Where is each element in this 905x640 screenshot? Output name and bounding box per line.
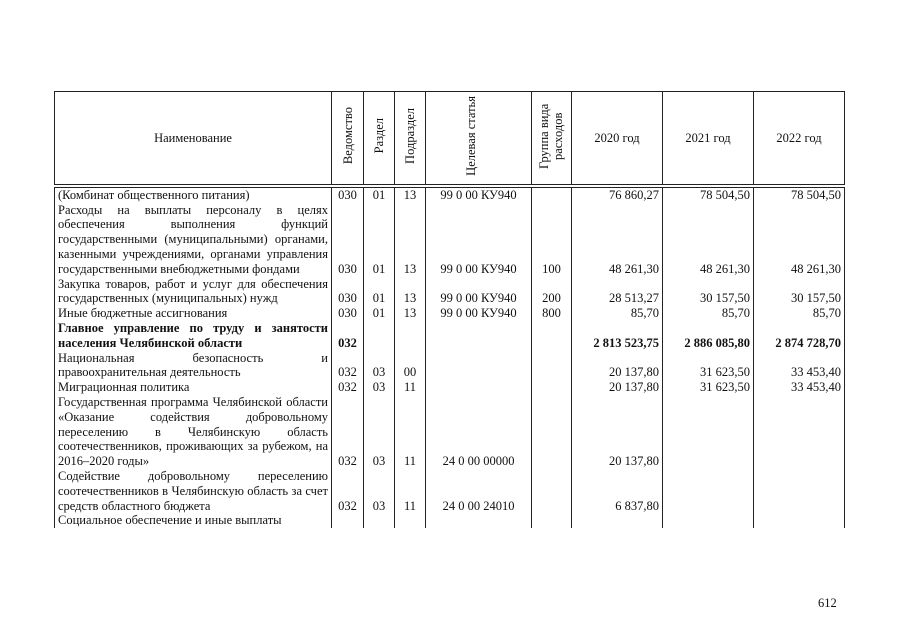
row-name: Национальная безопасность и правоохранительная деятельность: [55, 351, 332, 381]
row-value-2021: 31 623,50: [663, 380, 754, 395]
row-expense-group: [532, 395, 572, 469]
row-value-2022: 33 453,40: [754, 351, 845, 381]
row-department: 032: [332, 395, 364, 469]
row-target: 99 0 00 КУ940: [426, 187, 532, 202]
row-subsection: 13: [395, 277, 426, 307]
table-row: [55, 395, 845, 469]
row-name: Закупка товаров, работ и услуг для обеспечения государственных (муниципальных) нужд: [55, 277, 332, 307]
table-body: [55, 187, 845, 528]
row-subsection: 11: [395, 395, 426, 469]
row-subsection: 13: [395, 306, 426, 321]
row-value-2022: 33 453,40: [754, 380, 845, 395]
row-name: Социальное обеспечение и иные выплаты: [55, 513, 332, 528]
row-section: [364, 321, 395, 351]
header-subsection: Подраздел: [395, 92, 426, 185]
row-value-2022: [754, 513, 845, 528]
row-target: [426, 321, 532, 351]
row-value-2020: 76 860,27: [572, 187, 663, 202]
header-name: Наименование: [55, 92, 332, 185]
row-department: 032: [332, 469, 364, 513]
row-department: 032: [332, 351, 364, 381]
table-row: [55, 321, 845, 351]
row-department: [332, 513, 364, 528]
row-department: 030: [332, 187, 364, 202]
row-expense-group: 800: [532, 306, 572, 321]
row-section: [364, 513, 395, 528]
row-value-2022: 30 157,50: [754, 277, 845, 307]
row-name: Расходы на выплаты персоналу в целях обеспечения выполнения функций государственными (муниципальными) органами, казенными учреждениями, органами управления государственными внебюджетными фондами: [55, 203, 332, 277]
row-expense-group: [532, 380, 572, 395]
row-name: Содействие добровольному переселению соотечественников в Челябинскую область за счет средств областного бюджета: [55, 469, 332, 513]
row-value-2021: 48 261,30: [663, 203, 754, 277]
row-target: 99 0 00 КУ940: [426, 306, 532, 321]
row-value-2021: [663, 513, 754, 528]
row-section: 03: [364, 351, 395, 381]
row-section: 01: [364, 203, 395, 277]
row-subsection: 13: [395, 203, 426, 277]
row-value-2020: 20 137,80: [572, 351, 663, 381]
row-value-2020: 85,70: [572, 306, 663, 321]
row-section: 01: [364, 306, 395, 321]
row-name: Миграционная политика: [55, 380, 332, 395]
row-target: 99 0 00 КУ940: [426, 277, 532, 307]
row-value-2020: 28 513,27: [572, 277, 663, 307]
row-value-2020: 20 137,80: [572, 380, 663, 395]
row-value-2021: 2 886 085,80: [663, 321, 754, 351]
row-section: 01: [364, 277, 395, 307]
row-value-2022: 85,70: [754, 306, 845, 321]
row-value-2020: 2 813 523,75: [572, 321, 663, 351]
header-section: Раздел: [364, 92, 395, 185]
row-value-2021: 78 504,50: [663, 187, 754, 202]
table-row: [55, 469, 845, 513]
row-expense-group: [532, 513, 572, 528]
header-department: Ведомство: [332, 92, 364, 185]
table-row: [55, 203, 845, 277]
row-expense-group: 200: [532, 277, 572, 307]
header-target: Целевая статья: [426, 92, 532, 185]
row-department: 030: [332, 203, 364, 277]
row-section: 03: [364, 395, 395, 469]
row-value-2022: 2 874 728,70: [754, 321, 845, 351]
row-target: [426, 380, 532, 395]
row-value-2020: [572, 513, 663, 528]
row-subsection: 11: [395, 469, 426, 513]
budget-table: [54, 91, 845, 528]
row-subsection: 11: [395, 380, 426, 395]
row-subsection: [395, 513, 426, 528]
table-row: [55, 187, 845, 202]
row-department: 032: [332, 321, 364, 351]
row-target: [426, 351, 532, 381]
table-row: [55, 351, 845, 381]
row-expense-group: [532, 321, 572, 351]
header-2020: 2020 год: [572, 92, 663, 185]
row-value-2022: [754, 469, 845, 513]
row-department: 030: [332, 277, 364, 307]
row-name: Государственная программа Челябинской области «Оказание содействия добровольному переселению в Челябинскую область соотечественников, проживающих за рубежом, на 2016–2020 годы»: [55, 395, 332, 469]
row-value-2022: 48 261,30: [754, 203, 845, 277]
page-number: 612: [818, 596, 837, 610]
row-subsection: [395, 321, 426, 351]
row-value-2022: 78 504,50: [754, 187, 845, 202]
row-value-2021: [663, 395, 754, 469]
row-expense-group: [532, 469, 572, 513]
row-subsection: 13: [395, 187, 426, 202]
row-value-2022: [754, 395, 845, 469]
row-value-2020: 20 137,80: [572, 395, 663, 469]
header-row: [55, 92, 845, 185]
row-expense-group: [532, 187, 572, 202]
header-2022: 2022 год: [754, 92, 845, 185]
table-row: [55, 513, 845, 528]
row-subsection: 00: [395, 351, 426, 381]
row-department: 032: [332, 380, 364, 395]
row-expense-group: 100: [532, 203, 572, 277]
row-value-2020: 6 837,80: [572, 469, 663, 513]
row-value-2021: [663, 469, 754, 513]
table-row: [55, 306, 845, 321]
row-value-2020: 48 261,30: [572, 203, 663, 277]
row-section: 01: [364, 187, 395, 202]
row-name: Иные бюджетные ассигнования: [55, 306, 332, 321]
header-2021: 2021 год: [663, 92, 754, 185]
row-section: 03: [364, 380, 395, 395]
row-target: 24 0 00 24010: [426, 469, 532, 513]
table-row: [55, 380, 845, 395]
row-name: (Комбинат общественного питания): [55, 187, 332, 202]
row-value-2021: 30 157,50: [663, 277, 754, 307]
table-row: [55, 277, 845, 307]
row-department: 030: [332, 306, 364, 321]
row-value-2021: 31 623,50: [663, 351, 754, 381]
header-expense-group: Группа вида расходов: [532, 92, 572, 185]
row-target: 99 0 00 КУ940: [426, 203, 532, 277]
row-expense-group: [532, 351, 572, 381]
row-target: 24 0 00 00000: [426, 395, 532, 469]
row-target: [426, 513, 532, 528]
row-name: Главное управление по труду и занятости населения Челябинской области: [55, 321, 332, 351]
row-section: 03: [364, 469, 395, 513]
row-value-2021: 85,70: [663, 306, 754, 321]
